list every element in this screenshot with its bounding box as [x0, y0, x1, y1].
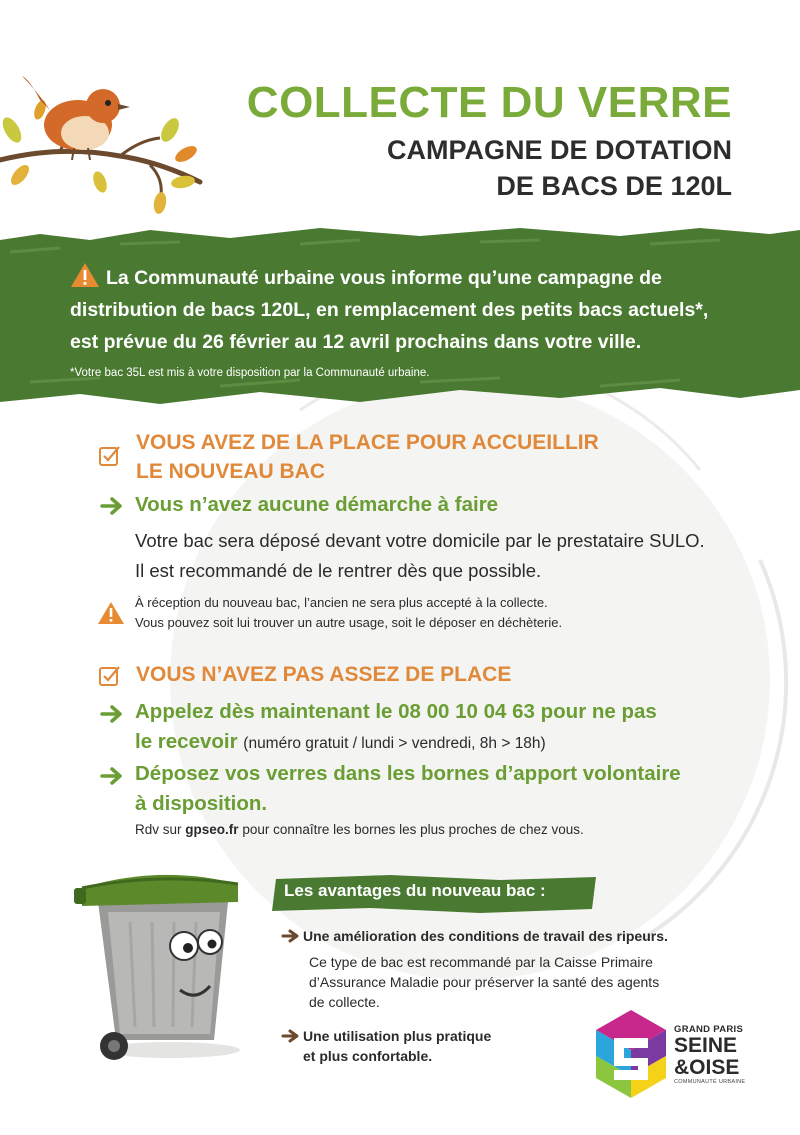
section2-call-hours: (numéro gratuit / lundi > vendredi, 8h > 18h) — [243, 735, 546, 752]
logo-line-2: SEINE — [674, 1034, 738, 1057]
bird-illustration — [0, 70, 210, 220]
logo-line-3: &OISE — [674, 1056, 740, 1079]
checkbox-icon — [98, 444, 122, 468]
section2-action-call-line-2: le recevoir — [135, 730, 238, 753]
banner-line-2: distribution de bacs 120L, en remplacement des petits bacs actuels*, — [70, 299, 709, 321]
bin-illustration — [60, 862, 250, 1072]
advantage-2-line-1: Une utilisation plus pratique — [303, 1028, 492, 1044]
advantage-1-line-2: d’Assurance Maladie pour préserver la santé des agents — [309, 974, 660, 990]
banner-line-1: La Communauté urbaine vous informe qu’une campagne de — [106, 267, 662, 289]
section1-warning-line-2: Vous pouvez soit lui trouver un autre usage, soit le déposer en déchèterie. — [135, 615, 563, 630]
section1-body-line-1: Votre bac sera déposé devant votre domicile par le prestataire SULO. — [135, 530, 705, 551]
gpseo-link[interactable]: gpseo.fr — [185, 822, 239, 837]
section1-body — [135, 526, 755, 586]
section1-body-line-2: Il est recommandé de le rentrer dès que possible. — [135, 560, 542, 581]
section1-warning-line-1: À réception du nouveau bac, l’ancien ne sera plus accepté à la collecte. — [135, 595, 548, 610]
banner-message — [70, 262, 750, 358]
section1-heading — [136, 428, 696, 486]
section2-action-drop — [135, 759, 755, 819]
rdv-prefix: Rdv sur — [135, 822, 182, 837]
checkbox-icon — [98, 664, 122, 688]
section2-action-drop-line-1: Déposez vos verres dans les bornes d’apport volontaire — [135, 762, 681, 785]
logo-line-4: COMMUNAUTÉ URBAINE — [674, 1079, 746, 1085]
warning-icon — [70, 262, 100, 288]
subtitle-line-1: CAMPAGNE DE DOTATION — [387, 135, 732, 165]
arrow-right-icon — [100, 496, 124, 516]
gpseo-logo-text — [674, 1024, 764, 1085]
section2-action-call-line-1: Appelez dès maintenant le 08 00 10 04 63 pour ne pas — [135, 700, 657, 723]
advantages-title: Les avantages du nouveau bac : — [284, 881, 546, 900]
advantage-1-title: Une amélioration des conditions de travail des ripeurs. — [303, 928, 668, 944]
subtitle-line-2: DE BACS DE 120L — [496, 171, 732, 201]
arrow-right-icon — [100, 766, 124, 786]
section2-heading: VOUS N’AVEZ PAS ASSEZ DE PLACE — [136, 663, 512, 686]
advantage-1-body — [309, 952, 729, 1012]
gpseo-logo-mark — [594, 1008, 668, 1100]
arrow-right-icon — [100, 704, 124, 724]
section2-action-drop-line-2: à disposition. — [135, 792, 268, 815]
section2-action-call — [135, 697, 755, 759]
advantage-2 — [303, 1026, 563, 1066]
page-title: COLLECTE DU VERRE — [246, 78, 732, 127]
arrow-right-icon — [281, 1028, 301, 1044]
rdv-suffix: pour connaître les bornes les plus proches de chez vous. — [242, 822, 584, 837]
section1-heading-line-2: LE NOUVEAU BAC — [136, 460, 326, 483]
advantage-1-line-1: Ce type de bac est recommandé par la Caisse Primaire — [309, 954, 653, 970]
advantage-2-line-2: et plus confortable. — [303, 1048, 433, 1064]
arrow-right-icon — [281, 928, 301, 944]
warning-icon — [97, 601, 125, 625]
banner-line-3: est prévue du 26 février au 12 avril prochains dans votre ville. — [70, 331, 642, 353]
logo-line-1: GRAND PARIS — [674, 1024, 744, 1035]
section1-heading-line-1: VOUS AVEZ DE LA PLACE POUR ACCUEILLIR — [136, 431, 599, 454]
section1-action: Vous n’avez aucune démarche à faire — [135, 493, 499, 516]
section1-warning — [135, 593, 695, 633]
banner-footnote: *Votre bac 35L est mis à votre disposition par la Communauté urbaine. — [70, 367, 430, 379]
section2-rdv — [135, 820, 735, 840]
advantage-1-line-3: de collecte. — [309, 994, 380, 1010]
